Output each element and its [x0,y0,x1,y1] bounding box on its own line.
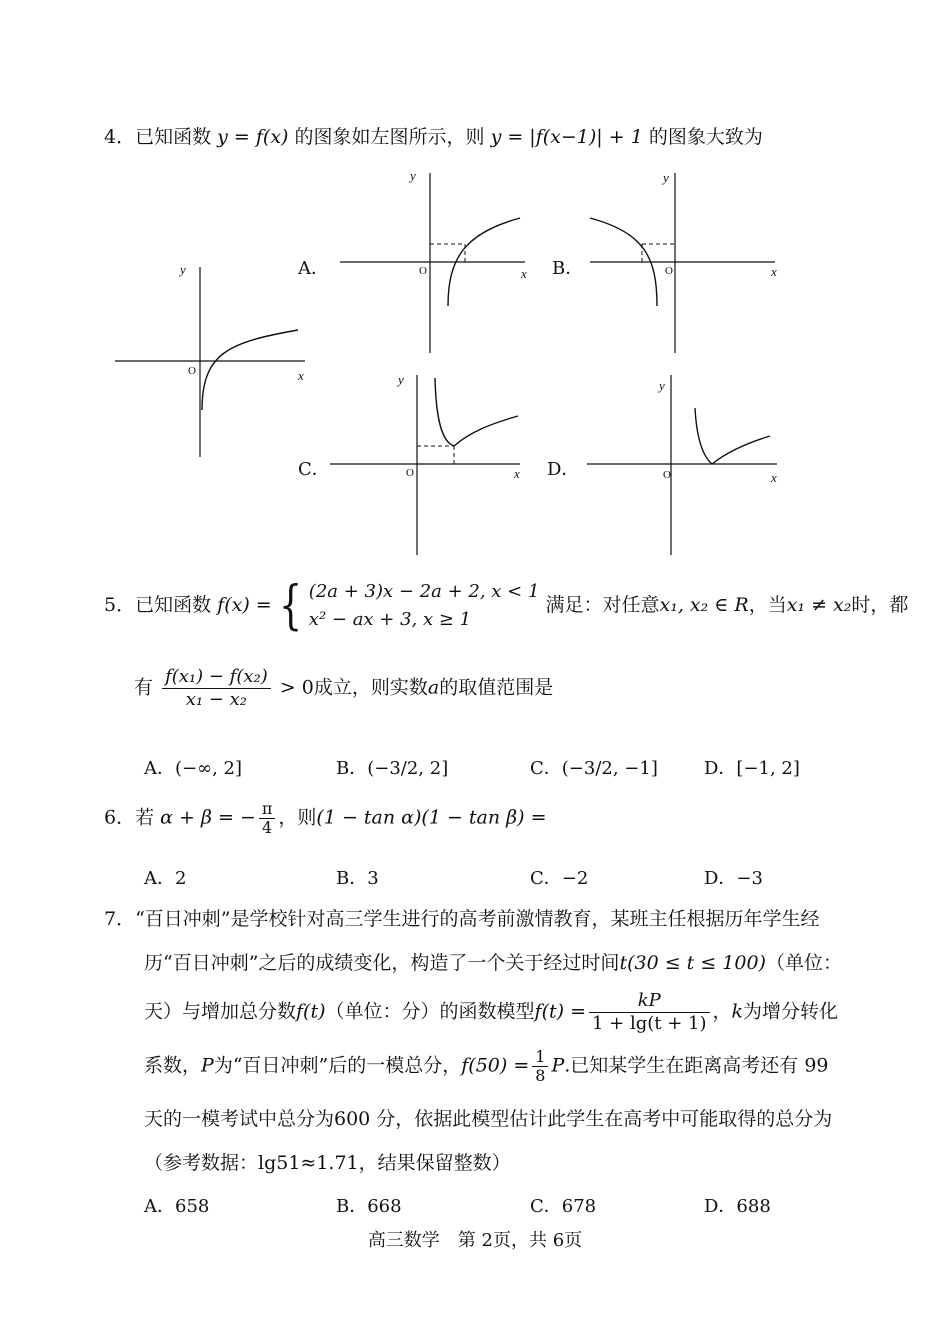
q4-stem: 4．已知函数 y = f(x) 的图象如左图所示，则 y = |f(x−1)| + 1 的图象大致为 [104,126,763,148]
q7-line1: 7．“百日冲刺”是学校针对高三学生进行的高考前激情教育，某班主任根据历年学生经 [104,908,820,930]
page-footer: 高三数学 第 2页，共 6页 [367,1230,583,1251]
q5-stem: 5．已知函数 f(x) = { (2a + 3)x − 2a + 2, x < 1 x² − ax + 3, x ≥ 1 满足：对任意x₁, x₂ ∈ R，当x₁ ≠ x₂时，都 [104,576,909,636]
svg-text:O: O [663,469,671,481]
svg-text:y: y [410,168,416,183]
q7-line3: 天）与增加总分数f(t)（单位：分）的函数模型f(t) = $\frac{kP}{1 + \lg(t + 1)}$ ，k为增分转化 [144,990,839,1034]
svg-text:x: x [771,470,777,485]
q7-line4: 系数，P为“百日冲刺”后的一模总分，f(50) = $\frac{1}{8}$ P.已知某学生在距离高考还有 99 [144,1047,829,1085]
svg-text:y: y [659,378,665,393]
svg-text:x: x [514,466,520,481]
q7-option-d[interactable]: D．688 [704,1196,771,1217]
svg-text:y: y [398,372,404,387]
q4-option-b-label: B． [552,258,584,279]
q7-option-c[interactable]: C．678 [530,1196,597,1217]
q5-option-a[interactable]: A．(−∞, 2] [144,758,243,779]
q4-option-d-label: D． [547,459,580,480]
q7-option-b[interactable]: B．668 [336,1196,402,1217]
q4-graph-b [585,168,785,358]
svg-text:x: x [298,368,304,383]
svg-text:x: x [521,266,527,281]
q7-line6: （参考数据：lg51≈1.71，结果保留整数） [144,1152,511,1174]
q7-line2: 历“百日冲刺”之后的成绩变化，构造了一个关于经过时间t(30 ≤ t ≤ 100)（单位： [144,952,842,974]
svg-text:y: y [180,262,186,277]
q6-option-a[interactable]: A．2 [144,868,187,889]
svg-text:O: O [665,265,673,277]
reference-graph [110,262,310,462]
q4-graph-c [330,370,530,560]
q5-option-b[interactable]: B．(−3/2, 2] [336,758,449,779]
q6-stem: 6．若 α + β = − $\frac{\pi}{4}$ ，则(1 − tan α)(1 − tan β) = [104,799,547,837]
svg-text:O: O [419,265,427,277]
q6-option-b[interactable]: B．3 [336,868,379,889]
q4-graph-d [587,370,787,560]
q4-option-a-label: A． [298,258,329,279]
svg-text:O: O [188,365,196,377]
q5-condition: 有 $\frac{\text{f(x₁) − f(x₂)}}{\text{x₁ − x₂}}$ > 0成立，则实数a的取值范围是 [134,666,554,710]
q5-option-d[interactable]: D．[−1, 2] [704,758,800,779]
q5-option-c[interactable]: C．(−3/2, −1] [530,758,658,779]
q7-line5: 天的一模考试中总分为600 分，依据此模型估计此学生在高考中可能取得的总分为 [144,1108,833,1130]
svg-text:x: x [771,264,777,279]
q7-option-a[interactable]: A．658 [144,1196,210,1217]
q6-option-c[interactable]: C．−2 [530,868,589,889]
q4-option-c-label: C． [298,459,330,480]
q6-option-d[interactable]: D．−3 [704,868,763,889]
svg-text:y: y [663,170,669,185]
q4-graph-a [335,168,535,358]
svg-text:O: O [406,467,414,479]
